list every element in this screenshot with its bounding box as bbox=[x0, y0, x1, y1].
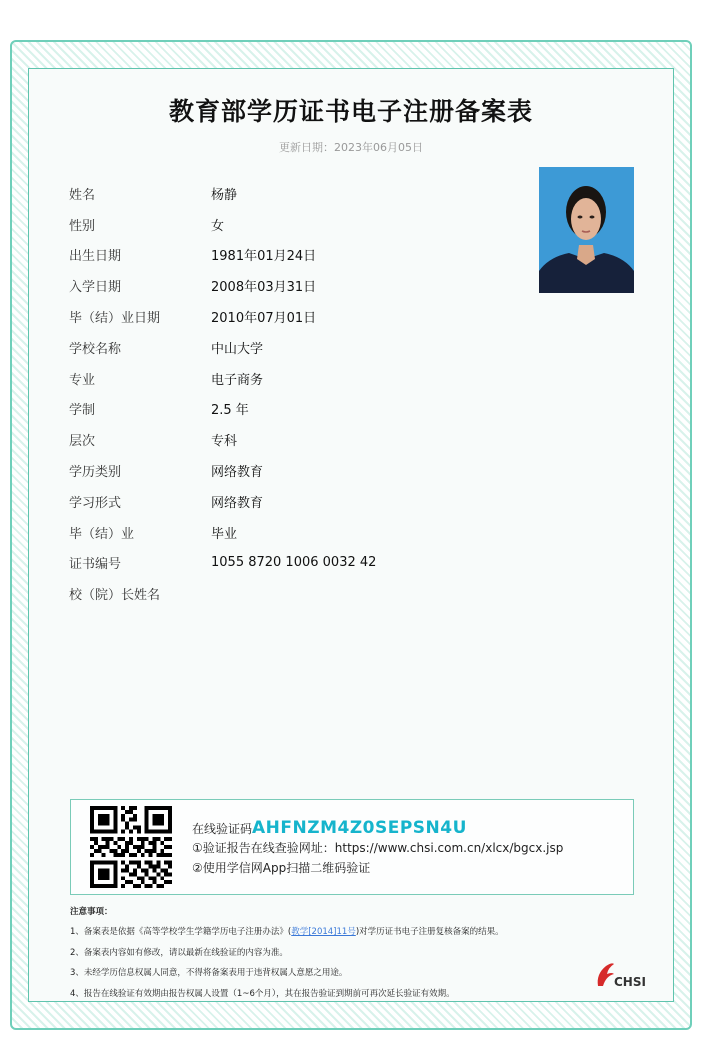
field-label: 学校名称 bbox=[69, 341, 122, 357]
chsi-bird-icon bbox=[594, 960, 616, 990]
note-item bbox=[70, 922, 630, 943]
field-row bbox=[69, 301, 509, 332]
field-row bbox=[69, 486, 509, 517]
field-value: 2010年07月01日 bbox=[211, 311, 317, 327]
field-row bbox=[69, 363, 509, 394]
field-row bbox=[69, 178, 509, 209]
field-row bbox=[69, 209, 509, 240]
chsi-logo bbox=[594, 960, 650, 992]
note-item: 4、报告在线验证有效期由报告权属人设置（1~6个月），其在报告验证到期前可再次延长验证有效期。 bbox=[70, 988, 455, 999]
field-value: 毕业 bbox=[211, 526, 238, 542]
verify-code-line bbox=[192, 818, 563, 838]
field-row bbox=[69, 455, 509, 486]
field-value: 2008年03月31日 bbox=[211, 280, 317, 296]
notes-title: 注意事项： bbox=[70, 907, 113, 917]
person-photo-icon bbox=[539, 167, 634, 293]
field-row bbox=[69, 578, 509, 609]
field-label: 层次 bbox=[69, 434, 96, 450]
field-row bbox=[69, 394, 509, 425]
info-fields bbox=[69, 178, 509, 609]
field-value: 专科 bbox=[211, 434, 238, 450]
field-label: 专业 bbox=[69, 372, 96, 388]
verify-code-label: 在线验证码 bbox=[192, 822, 253, 836]
note-item: 2、备案表内容如有修改，请以最新在线验证的内容为准。 bbox=[70, 947, 288, 958]
verification-info bbox=[192, 818, 563, 878]
update-date: 更新日期：2023年06月05日 bbox=[279, 141, 423, 154]
field-row bbox=[69, 548, 509, 579]
field-row bbox=[69, 517, 509, 548]
field-label: 姓名 bbox=[69, 187, 96, 203]
verify-url-line: ①验证报告在线查验网址：https://www.chsi.com.cn/xlcx/bgcx.jsp bbox=[192, 841, 564, 855]
field-value: 1981年01月24日 bbox=[211, 249, 317, 265]
document-title: 教育部学历证书电子注册备案表 bbox=[168, 97, 533, 126]
id-photo bbox=[539, 167, 634, 293]
field-row bbox=[69, 424, 509, 455]
verify-app-line: ②使用学信网App扫描二维码验证 bbox=[192, 861, 371, 875]
field-value: 杨静 bbox=[211, 187, 238, 203]
qr-code-icon[interactable] bbox=[90, 806, 172, 888]
logo-text: CHSI bbox=[614, 975, 646, 989]
field-label: 学习形式 bbox=[69, 495, 122, 511]
field-label: 证书编号 bbox=[69, 557, 122, 573]
field-row bbox=[69, 332, 509, 363]
field-label: 毕（结）业 bbox=[69, 526, 135, 542]
field-row bbox=[69, 240, 509, 271]
regulation-link[interactable]: 教学[2014]11号 bbox=[291, 927, 356, 937]
note-item: 3、未经学历信息权属人同意，不得将备案表用于违背权属人意愿之用途。 bbox=[70, 968, 348, 978]
field-label: 入学日期 bbox=[69, 280, 122, 296]
field-value: 网络教育 bbox=[211, 495, 264, 511]
notes-section bbox=[70, 905, 630, 1004]
field-label: 学制 bbox=[69, 403, 96, 419]
field-value: 网络教育 bbox=[211, 465, 264, 481]
field-value: 女 bbox=[211, 218, 225, 234]
field-value: 中山大学 bbox=[211, 341, 264, 357]
field-label: 毕（结）业日期 bbox=[69, 311, 161, 327]
field-value: 1055 8720 1006 0032 42 bbox=[211, 555, 377, 571]
field-label: 性别 bbox=[69, 218, 96, 234]
note-text: )对学历证书电子注册复核备案的结果。 bbox=[355, 927, 504, 937]
verify-code: AHFNZM4Z0SEPSN4U bbox=[252, 818, 467, 838]
verification-box bbox=[70, 799, 634, 895]
note-text: 1、备案表是依据《高等学校学生学籍学历电子注册办法》( bbox=[70, 927, 292, 937]
field-label: 出生日期 bbox=[69, 249, 122, 265]
field-value: 2.5 年 bbox=[211, 403, 249, 419]
field-label: 学历类别 bbox=[69, 465, 122, 481]
field-value: 电子商务 bbox=[211, 372, 264, 388]
field-row bbox=[69, 270, 509, 301]
field-label: 校（院）长姓名 bbox=[69, 588, 161, 604]
